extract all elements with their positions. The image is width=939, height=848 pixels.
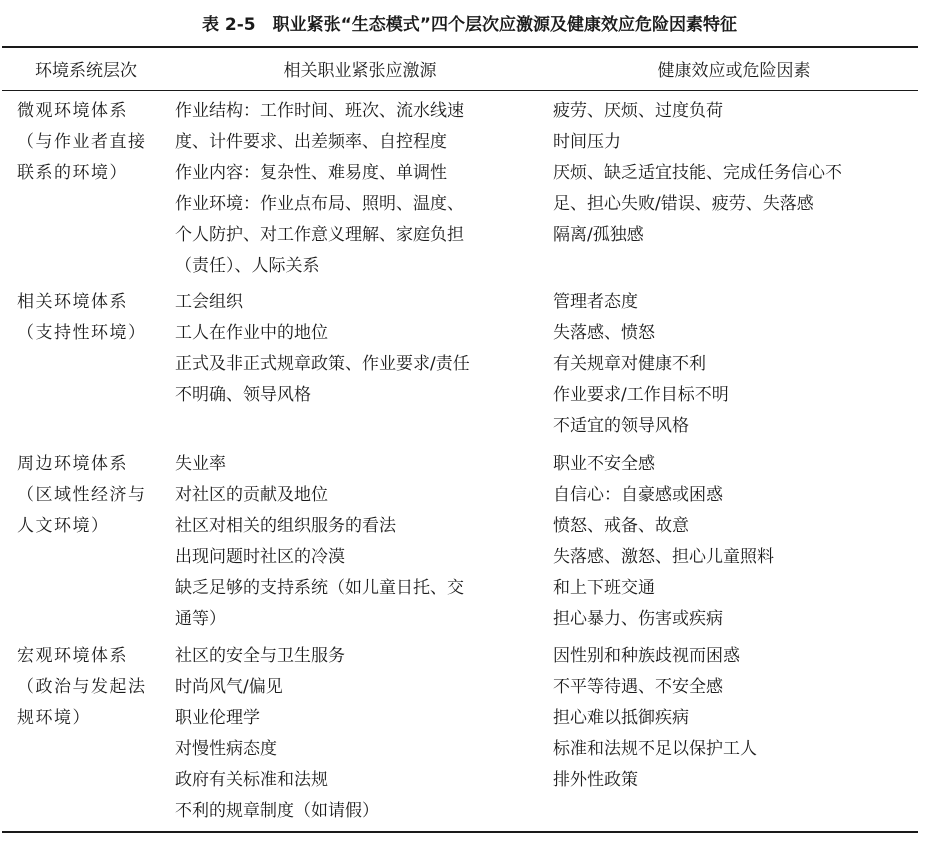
level-line: 人文环境） [17, 516, 110, 536]
stressor-line: 作业环境：作业点布局、照明、温度、 [175, 194, 464, 214]
effect-line: 愤怒、戒备、故意 [553, 516, 689, 536]
row-related-effects [553, 287, 918, 442]
effect-line: 有关规章对健康不利 [553, 354, 706, 374]
stressor-line: 时尚风气/偏见 [175, 677, 283, 697]
row-peripheral-effects [553, 449, 918, 635]
stressor-line: 作业结构：工作时间、班次、流水线速 [175, 101, 464, 121]
stressor-line: 通等） [175, 609, 226, 629]
effect-line: 隔离/孤独感 [553, 225, 644, 245]
table-top-rule [2, 46, 918, 48]
row-micro-level [17, 96, 167, 189]
row-macro-stressors [175, 641, 547, 827]
effect-line: 不平等待遇、不安全感 [553, 677, 723, 697]
row-peripheral-stressors [175, 449, 547, 635]
stressor-line: 社区对相关的组织服务的看法 [175, 516, 396, 536]
effect-line: 因性别和种族歧视而困惑 [553, 646, 740, 666]
effect-line: 管理者态度 [553, 292, 638, 312]
row-micro-stressors [175, 96, 547, 282]
level-line: （政治与发起法 [17, 677, 147, 697]
header-environment-level: 环境系统层次 [35, 61, 137, 81]
row-related-stressors [175, 287, 547, 411]
effect-line: 疲劳、厌烦、过度负荷 [553, 101, 723, 121]
stressor-line: 个人防护、对工作意义理解、家庭负担 [175, 225, 464, 245]
effect-line: 不适宜的领导风格 [553, 416, 689, 436]
effect-line: 自信心：自豪感或困惑 [553, 485, 723, 505]
stressor-line: （责任）、人际关系 [175, 256, 320, 276]
effect-line: 时间压力 [553, 132, 621, 152]
table-bottom-rule [2, 831, 918, 833]
stressor-line: 对社区的贡献及地位 [175, 485, 328, 505]
stressor-line: 工会组织 [175, 292, 243, 312]
stressor-line: 出现问题时社区的冷漠 [175, 547, 345, 567]
stressor-line: 正式及非正式规章政策、作业要求/责任 [175, 354, 470, 374]
level-line: 联系的环境） [17, 163, 128, 183]
level-line: 宏观环境体系 [17, 646, 128, 666]
header-divider-rule [2, 90, 918, 91]
row-macro-effects [553, 641, 918, 796]
effect-line: 厌烦、缺乏适宜技能、完成任务信心不 [553, 163, 842, 183]
header-stressors: 相关职业紧张应激源 [283, 61, 437, 81]
row-macro-level [17, 641, 167, 734]
stressor-line: 作业内容：复杂性、难易度、单调性 [175, 163, 447, 183]
effect-line: 担心难以抵御疾病 [553, 708, 689, 728]
stressor-line: 缺乏足够的支持系统（如儿童日托、交 [175, 578, 464, 598]
stressor-line: 失业率 [175, 454, 226, 474]
effect-line: 职业不安全感 [553, 454, 655, 474]
stressor-line: 度、计件要求、出差频率、自控程度 [175, 132, 447, 152]
effect-line: 担心暴力、伤害或疾病 [553, 609, 723, 629]
effect-line: 足、担心失败/错误、疲劳、失落感 [553, 194, 814, 214]
stressor-line: 工人在作业中的地位 [175, 323, 328, 343]
table-caption: 表 2-5 职业紧张“生态模式”四个层次应激源及健康效应危险因素特征 [202, 15, 737, 35]
stressor-line: 职业伦理学 [175, 708, 260, 728]
effect-line: 失落感、愤怒 [553, 323, 655, 343]
row-peripheral-level [17, 449, 167, 542]
row-micro-effects [553, 96, 918, 251]
effect-line: 和上下班交通 [553, 578, 655, 598]
effect-line: 失落感、激怒、担心儿童照料 [553, 547, 774, 567]
effect-line: 排外性政策 [553, 770, 638, 790]
header-health-effects: 健康效应或危险因素 [657, 61, 811, 81]
stressor-line: 不明确、领导风格 [175, 385, 311, 405]
level-line: 微观环境体系 [17, 101, 128, 121]
level-line: 相关环境体系 [17, 292, 128, 312]
level-line: （区域性经济与 [17, 485, 147, 505]
effect-line: 标准和法规不足以保护工人 [553, 739, 757, 759]
stressor-line: 社区的安全与卫生服务 [175, 646, 345, 666]
level-line: （支持性环境） [17, 323, 147, 343]
stressor-line: 不利的规章制度（如请假） [175, 801, 379, 821]
row-related-level [17, 287, 167, 349]
level-line: 规环境） [17, 708, 91, 728]
level-line: （与作业者直接 [17, 132, 147, 152]
stressor-line: 对慢性病态度 [175, 739, 277, 759]
effect-line: 作业要求/工作目标不明 [553, 385, 729, 405]
stressor-line: 政府有关标准和法规 [175, 770, 328, 790]
level-line: 周边环境体系 [17, 454, 128, 474]
